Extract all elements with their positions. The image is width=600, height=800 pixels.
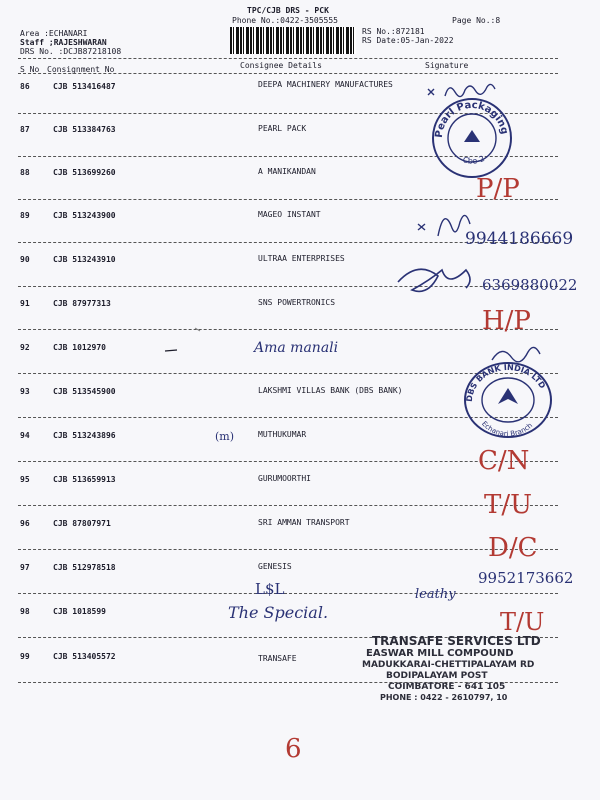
row-consignment: CJB 513545900 — [53, 387, 116, 396]
row-consignee: SRI AMMAN TRANSPORT — [258, 518, 350, 527]
svg-text:Cbe-2 — [462, 154, 486, 166]
stamp-line-company: TRANSAFE SERVICES LTD — [372, 634, 541, 648]
handwritten-phone-1: 9944186669 — [465, 229, 574, 249]
row-consignment: CJB 1012970 — [53, 343, 106, 352]
dash-mark — [165, 350, 177, 351]
row-sno: 98 — [20, 607, 30, 616]
col-consignee: Consignee Details — [240, 61, 322, 70]
handwritten-pp: P/P — [476, 174, 520, 204]
stamp-line-city: COIMBATORE - 641 105 — [388, 682, 506, 692]
row-sno: 91 — [20, 299, 30, 308]
rs-date: RS Date:05-Jan-2022 — [362, 36, 454, 45]
staff-label: Staff ;RAJESHWARAN — [20, 38, 107, 47]
row-consignee: TRANSAFE — [258, 654, 297, 663]
row-consignee: GENESIS — [258, 562, 292, 571]
row-sno: 94 — [20, 431, 30, 440]
row-consignment: CJB 1018599 — [53, 607, 106, 616]
row-consignment: CJB 513384763 — [53, 125, 116, 134]
row-consignee: A MANIKANDAN — [258, 167, 316, 176]
smudge-mark — [195, 328, 200, 331]
handwritten-tu-95: T/U — [484, 490, 533, 520]
row-consignment: CJB 512978518 — [53, 563, 116, 572]
row-consignee: SNS POWERTRONICS — [258, 298, 336, 307]
page-number: Page No.:8 — [452, 16, 501, 25]
handwritten-phone-2: 6369880022 — [482, 276, 578, 294]
row-sno: 99 — [20, 652, 30, 661]
stamp-line-address-2: MADUKKARAI-CHETTIPALAYAM RD — [362, 660, 535, 670]
row-consignment: CJB 513243910 — [53, 255, 116, 264]
row-sno: 87 — [20, 125, 30, 134]
handwritten-tu-98: T/U — [500, 608, 545, 636]
stamp-line-post: BODIPALAYAM POST — [386, 671, 488, 681]
handwritten-lsl: L$L — [255, 580, 285, 598]
handwritten-special: The Special. — [228, 603, 329, 622]
row-consignment: CJB 513659913 — [53, 475, 116, 484]
row-consignment: CJB 87807971 — [53, 519, 111, 528]
row-consignment: CJB 87977313 — [53, 299, 111, 308]
row-sno: 93 — [20, 387, 30, 396]
row-consignee: MUTHUKUMAR — [258, 430, 307, 439]
phone-number: Phone No.:0422-3505555 — [232, 16, 338, 25]
handwritten-name-92: Ama manali — [254, 340, 339, 356]
area-label: Area :ECHANARI — [20, 29, 88, 38]
row-consignee: DEEPA MACHINERY MANUFACTURES — [258, 80, 393, 89]
stamp-line-address-1: EASWAR MILL COMPOUND — [366, 648, 514, 659]
bank-stamp-bottom-text: Echanari Branch — [479, 419, 535, 439]
row-sno: 88 — [20, 168, 30, 177]
document-title: TPC/CJB DRS - PCK — [247, 6, 329, 15]
handwritten-phone-3: 9952173662 — [478, 569, 574, 587]
handwritten-hp: H/P — [482, 306, 531, 336]
drs-number: DRS No. :DCJB87218108 — [20, 47, 122, 56]
col-consignment: Consignment No — [47, 65, 115, 74]
row-consignment: CJB 513416487 — [53, 82, 116, 91]
row-consignee: GURUMOORTHI — [258, 474, 311, 483]
row-consignee: PEARL PACK — [258, 124, 307, 133]
row-sno: 97 — [20, 563, 30, 572]
row-consignee: MAGEO INSTANT — [258, 210, 321, 219]
handwritten-page-mark: 6 — [285, 734, 302, 764]
row-sno: 95 — [20, 475, 30, 484]
handwritten-signature-97: leathy — [415, 587, 456, 602]
row-consignee: ULTRAA ENTERPRISES — [258, 254, 345, 263]
rs-number: RS No.:872181 — [362, 27, 425, 36]
row-sno: 86 — [20, 82, 30, 91]
signature-90 — [398, 269, 470, 291]
col-signature: Signature — [425, 61, 469, 70]
row-sno: 89 — [20, 211, 30, 220]
handwritten-m: (m) — [215, 430, 235, 443]
row-sno: 92 — [20, 343, 30, 352]
col-sno: S No — [20, 65, 40, 74]
signature-86 — [428, 84, 495, 96]
pearl-stamp-bottom-text: Cbe-2 — [461, 154, 486, 166]
row-sno: 96 — [20, 519, 30, 528]
row-consignment: CJB 513243896 — [53, 431, 116, 440]
row-consignment: CJB 513405572 — [53, 652, 116, 661]
stamp-line-phone: PHONE : 0422 - 2610797, 10 — [380, 693, 508, 702]
pearl-stamp-top-text: Pearl Packaging — [433, 99, 510, 139]
row-consignment: CJB 513699260 — [53, 168, 116, 177]
row-consignee: LAKSHMI VILLAS BANK (DBS BANK) — [258, 386, 403, 395]
row-sno: 90 — [20, 255, 30, 264]
handwritten-dc: D/C — [488, 533, 538, 563]
handwritten-cn: C/N — [478, 446, 530, 476]
row-consignment: CJB 513243900 — [53, 211, 116, 220]
signature-89 — [418, 215, 470, 236]
pearl-packaging-stamp — [430, 96, 514, 180]
dbs-bank-stamp — [462, 360, 554, 440]
bank-stamp-top-text: DBS BANK INDIA LTD — [464, 362, 548, 403]
